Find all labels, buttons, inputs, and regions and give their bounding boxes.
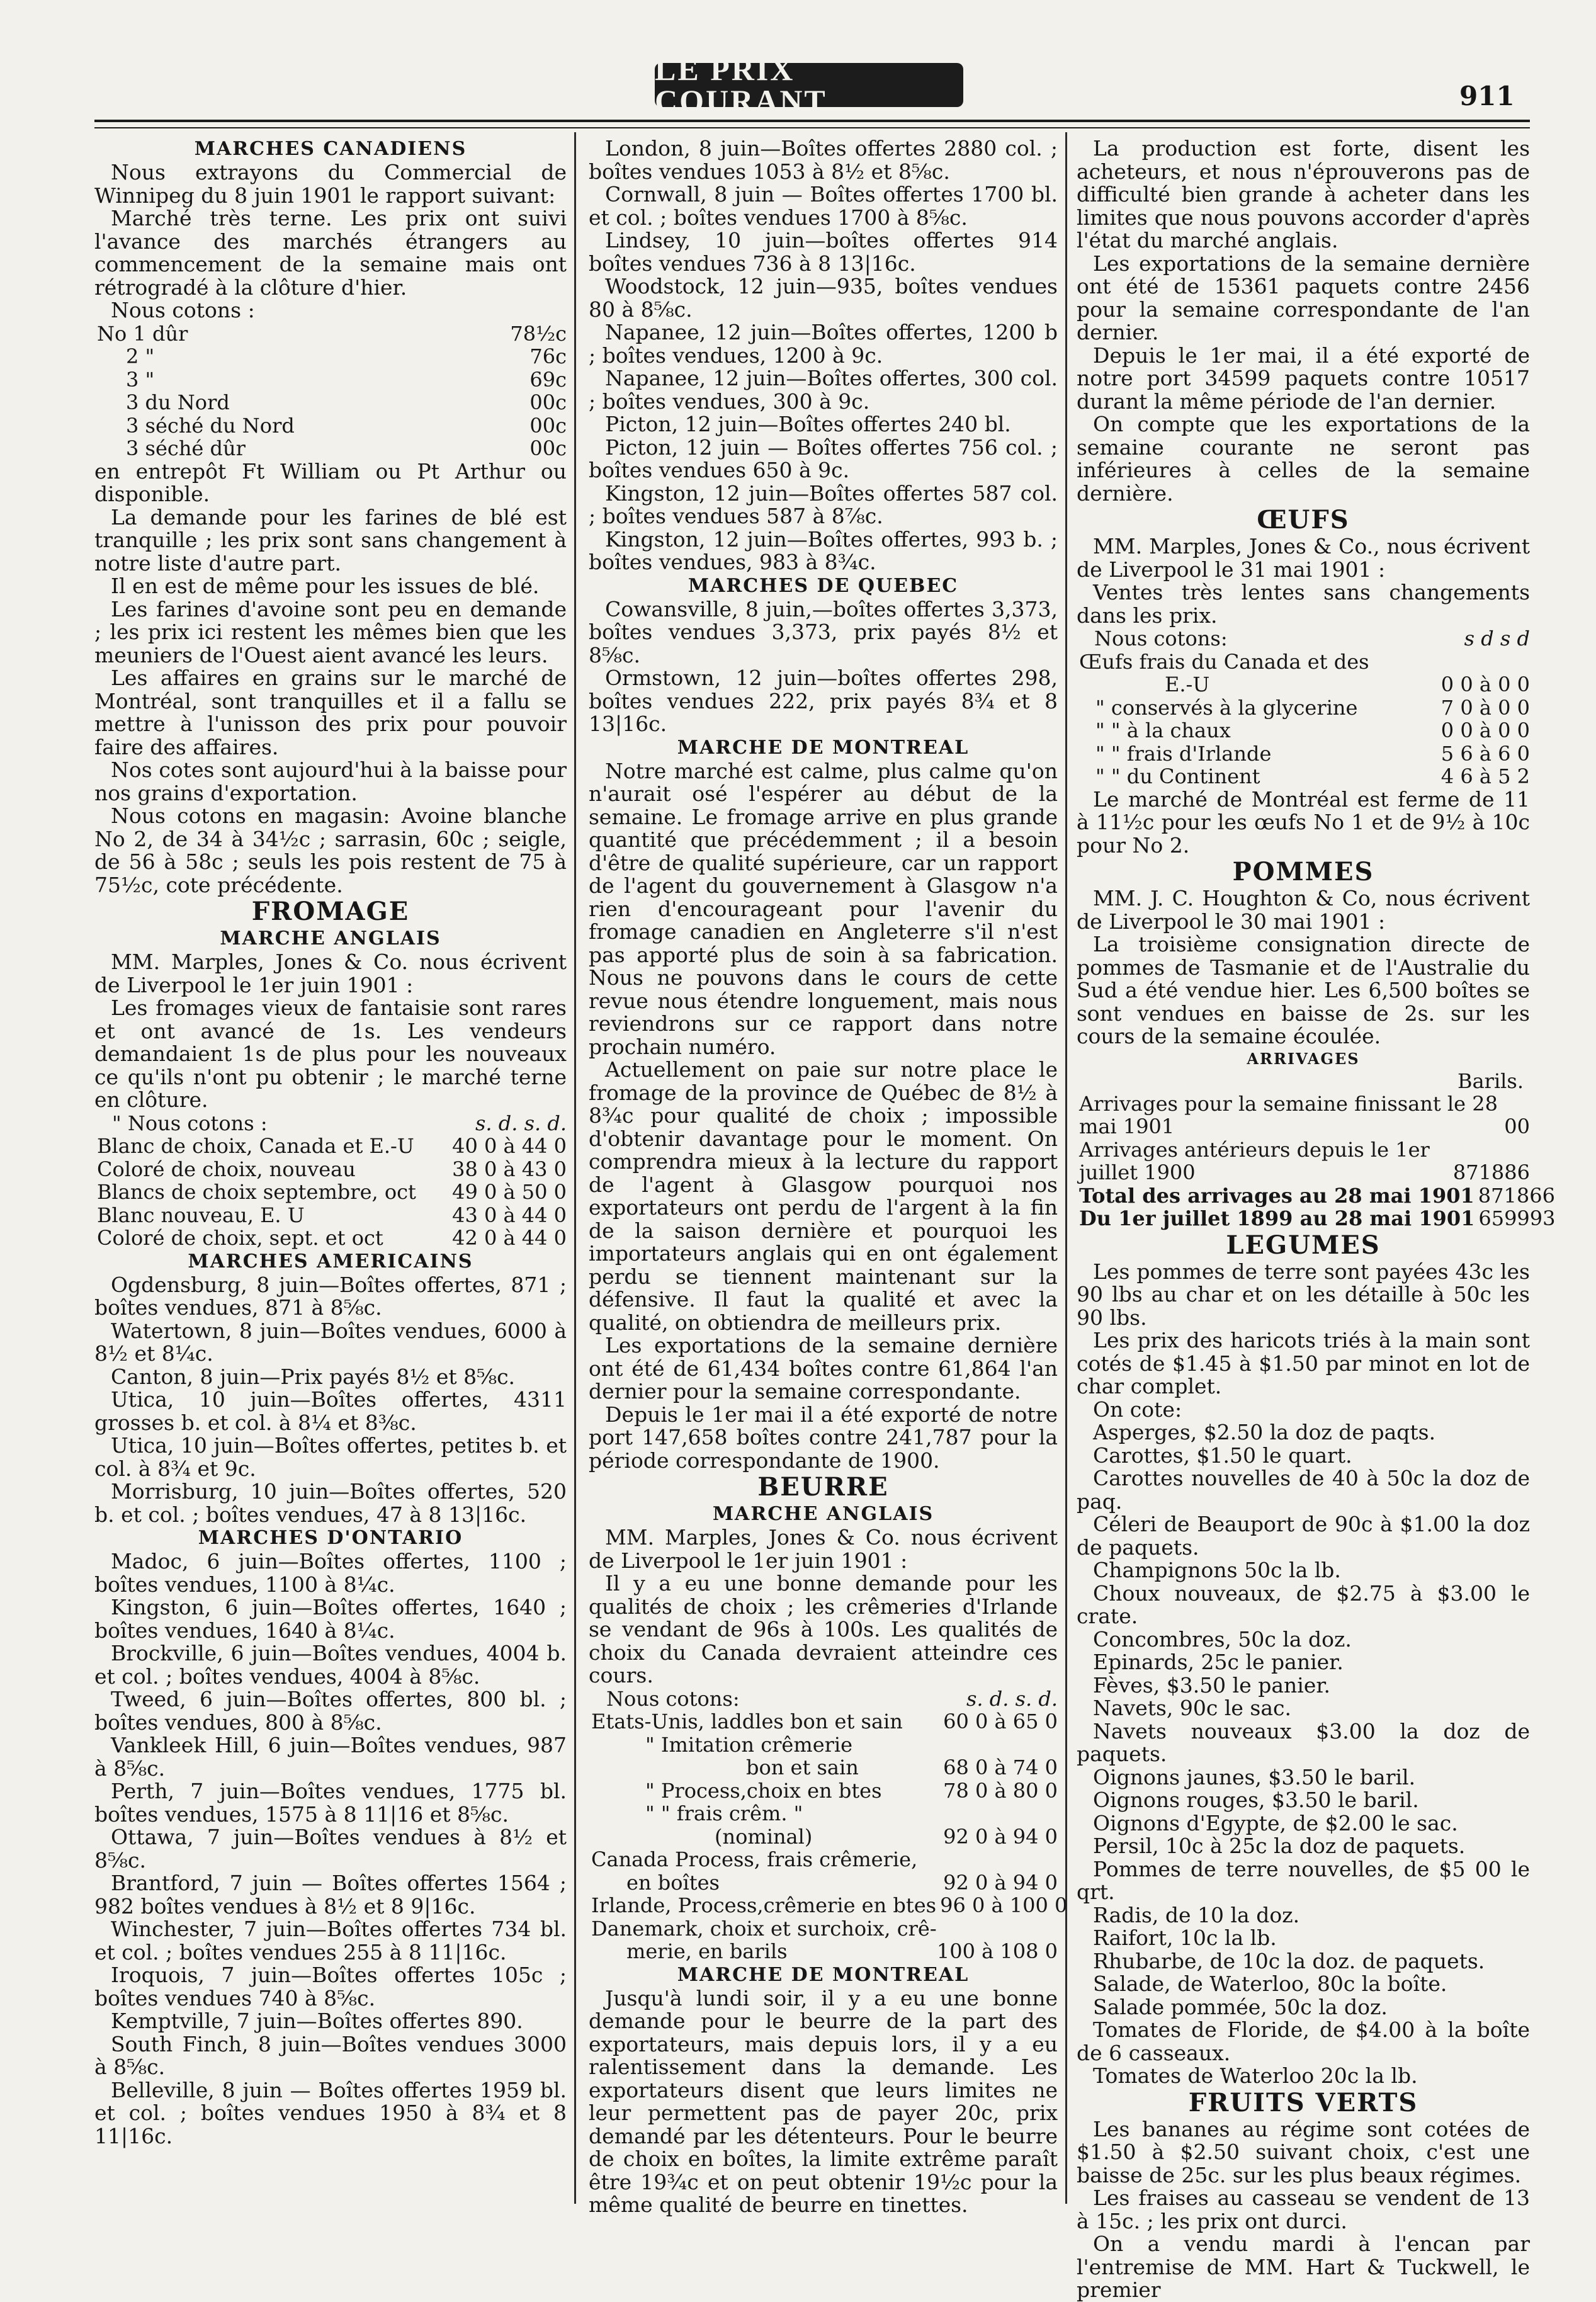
list-item: Epinards, 25c le panier. <box>1093 1650 1344 1674</box>
price-label: No 1 dûr <box>97 321 188 346</box>
table-header-units: s d s d <box>1464 627 1530 650</box>
subsection-title: MARCHE DE MONTREAL <box>677 1963 970 1986</box>
price-value: 92 0 à 94 0 <box>943 1824 1058 1849</box>
list-item: Salade, de Waterloo, 80c la boîte. <box>1093 1971 1447 1996</box>
list-item: Navets, 90c le sac. <box>1093 1696 1292 1720</box>
price-label: Canada Process, frais crêmerie, <box>591 1847 918 1871</box>
price-value: 40 0 à 44 0 <box>452 1134 567 1158</box>
market-entry: Cornwall, 8 juin — Boîtes offertes 1700 bl. et col. ; boîtes vendues 1700 à 8⅝c. <box>589 182 1058 230</box>
price-row <box>589 1940 1058 1963</box>
price-row <box>94 437 567 460</box>
paragraph: La production est forte, disent les acheteurs, et nous n'éprouverons pas de difficulté bien grande à acheter dans les limites que nous pouvons accorder d'après l'état du marché anglais. <box>1077 136 1530 252</box>
section-title: FROMAGE <box>251 897 410 926</box>
subsection-title: MARCHES AMERICAINS <box>188 1250 473 1273</box>
price-row <box>1077 719 1530 742</box>
page-number: 911 <box>1459 81 1515 111</box>
column-2 <box>589 136 1068 2217</box>
price-value: 38 0 à 43 0 <box>452 1157 567 1181</box>
unit-label: Barils. <box>1457 1069 1524 1093</box>
subsection-title: MARCHE ANGLAIS <box>220 927 441 950</box>
column-divider <box>574 132 576 2204</box>
section-title: MARCHES CANADIENS <box>194 138 467 160</box>
price-label: Blancs de choix septembre, oct <box>97 1180 416 1204</box>
price-row <box>94 1227 567 1250</box>
market-entry: Kingston, 6 juin—Boîtes offertes, 1640 ; boîtes vendues, 1640 à 8¼c. <box>94 1595 567 1643</box>
price-row <box>1077 765 1530 788</box>
list-item: Tomates de Floride, de $4.00 à la boîte de 6 casseaux. <box>1077 2017 1530 2065</box>
paragraph: Les bananes au régime sont cotées de $1.50 à $2.50 suivant choix, c'est une baisse de 25c. sur les plus beaux régimes. <box>1077 2116 1530 2187</box>
column-3 <box>1077 136 1556 2302</box>
wheat-price-table <box>94 322 567 460</box>
table-header-units: s. d. s. d. <box>966 1686 1058 1711</box>
paragraph: Les fraises au casseau se vendent de 13 à 15c. ; les prix ont durci. <box>1077 2186 1530 2233</box>
list-item: Raifort, 10c la lb. <box>1093 1925 1277 1950</box>
paragraph: Depuis le 1er mai, il a été exporté de notre port 34599 paquets contre 10517 durant la même période de l'an dernier. <box>1077 343 1530 414</box>
arrivals-label: Du 1er juillet 1899 au 28 mai 1901 <box>1079 1206 1475 1230</box>
market-entry: Kemptville, 7 juin—Boîtes offertes 890. <box>111 2009 523 2033</box>
paragraph: On a vendu mardi à l'encan par l'entremise de MM. Hart & Tuckwell, le premier <box>1077 2231 1530 2302</box>
list-item: Navets nouveaux $3.00 la doz de paquets. <box>1077 1718 1530 1766</box>
subsection-title: MARCHES DE QUEBEC <box>688 574 959 597</box>
paragraph: Nos cotes sont aujourd'hui à la baisse pour nos grains d'exportation. <box>94 757 567 805</box>
price-value: 00c <box>529 390 567 414</box>
paragraph: MM. Marples, Jones & Co. nous écrivent de Liverpool le 1er juin 1901 : <box>94 950 567 997</box>
section-title: ŒUFS <box>1257 505 1350 535</box>
arrivals-row <box>1077 1183 1555 1208</box>
table-header <box>1077 627 1530 650</box>
price-label: " " frais crêm. " <box>645 1801 803 1825</box>
paragraph: Depuis le 1er mai il a été exporté de notre port 147,658 boîtes contre 241,787 pour la période correspondante de 1900. <box>589 1402 1058 1473</box>
price-label: " " du Continent <box>1095 764 1260 788</box>
price-row <box>589 1893 1068 1917</box>
list-item: Salade pommée, 50c la doz. <box>1093 1994 1388 2019</box>
list-item: Oignons rouges, $3.50 le baril. <box>1093 1788 1419 1812</box>
price-value: 0 0 à 0 0 <box>1440 718 1530 742</box>
section-title: LEGUMES <box>1226 1230 1381 1260</box>
list-item: Tomates de Waterloo 20c la lb. <box>1093 2063 1418 2088</box>
paragraph: Les exportations de la semaine dernière ont été de 15361 paquets contre 2456 pour la semaine correspondante de l'an dernier. <box>1077 251 1530 344</box>
paragraph: On cote: <box>1093 1397 1182 1422</box>
market-entry: Ormstown, 12 juin—boîtes offertes 298, boîtes vendues 222, prix payés 8¾ et 8 13|16c. <box>589 666 1058 736</box>
list-item: Concombres, 50c la doz. <box>1093 1626 1352 1652</box>
price-value: 00c <box>529 413 567 438</box>
price-value: 96 0 à 100 0 <box>940 1893 1068 1917</box>
subsection-title: MARCHES D'ONTARIO <box>198 1527 463 1549</box>
price-row <box>94 391 567 414</box>
section-title: FRUITS VERTS <box>1188 2087 1418 2118</box>
paragraph: MM. Marples, Jones & Co. nous écrivent de Liverpool le 1er juin 1901 : <box>589 1525 1058 1573</box>
paragraph: Les pommes de terre sont payées 43c les 90 lbs au char et on les détaille à 50c les 90 lbs. <box>1077 1259 1530 1330</box>
paragraph: Nous cotons en magasin: Avoine blanche No 2, de 34 à 34½c ; sarrasin, 60c ; seigle, de 56 à 58c ; seuls les pois restent de 75 à 75½c, cote précédente. <box>94 803 567 897</box>
arrivals-row <box>1077 1138 1530 1184</box>
market-entry: Vankleek Hill, 6 juin—Boîtes vendues, 987 à 8⅝c. <box>94 1733 567 1781</box>
price-label: " " à la chaux <box>1095 718 1231 742</box>
price-row <box>589 1917 1058 1941</box>
price-row <box>1077 696 1530 720</box>
masthead <box>655 52 970 118</box>
price-value: 42 0 à 44 0 <box>452 1226 567 1250</box>
price-row <box>589 1756 1058 1779</box>
arrivals-label: Arrivages pour la semaine finissant le 28 mai 1901 <box>1079 1091 1498 1138</box>
price-label: Coloré de choix, sept. et oct <box>97 1226 383 1250</box>
list-item: Radis, de 10 la doz. <box>1093 1902 1300 1927</box>
price-value: 92 0 à 94 0 <box>943 1870 1058 1895</box>
price-value: 78½c <box>510 321 567 346</box>
price-value: 69c <box>529 367 567 392</box>
price-value: 76c <box>529 344 567 368</box>
price-label: 3 séché dûr <box>126 436 246 460</box>
column-1 <box>94 137 567 2196</box>
paragraph: Marché très terne. Les prix ont suivi l'avance des marchés étrangers au commencement de la semaine mais ont rétrogradé à la clôture d'hier. <box>94 206 567 300</box>
market-entry: Brantford, 7 juin — Boîtes offertes 1564 ; 982 boîtes vendues à 8½ et 8 9|16c. <box>94 1871 567 1919</box>
market-entry: South Finch, 8 juin—Boîtes vendues 3000 à 8⅝c. <box>94 2031 567 2079</box>
table-header-label: " Nous cotons : <box>112 1111 268 1135</box>
table-header-label: Nous cotons: <box>606 1686 740 1711</box>
market-entry: Canton, 8 juin—Prix payés 8½ et 8⅝c. <box>111 1364 516 1389</box>
paragraph: Nous cotons : <box>111 298 255 322</box>
arrivals-label: Arrivages antérieurs depuis le 1er juillet 1900 <box>1079 1137 1430 1184</box>
price-label: (nominal) <box>715 1824 813 1849</box>
market-entry: Kingston, 12 juin—Boîtes offertes 587 col. ; boîtes vendues 587 à 8⅞c. <box>589 480 1058 528</box>
paragraph: Il en est de même pour les issues de blé. <box>111 574 540 598</box>
price-value: 4 6 à 5 2 <box>1440 764 1530 788</box>
table-header-label: Nous cotons: <box>1094 627 1228 650</box>
price-value: 00c <box>529 436 567 460</box>
header-rule-thin <box>94 127 1530 128</box>
paragraph: en entrepôt Ft William ou Pt Arthur ou disponible. <box>94 458 567 506</box>
price-label: Danemark, choix et surchoix, crê- <box>591 1916 937 1941</box>
price-row <box>1077 650 1530 674</box>
price-value: 5 6 à 6 0 <box>1440 741 1530 766</box>
price-value: 60 0 à 65 0 <box>943 1709 1058 1733</box>
paragraph: Les exportations de la semaine dernière ont été de 61,434 boîtes contre 61,864 l'an dernier pour la semaine correspondante. <box>589 1333 1058 1403</box>
price-row <box>94 1204 567 1227</box>
price-value: 43 0 à 44 0 <box>452 1203 567 1227</box>
market-entry: Brockville, 6 juin—Boîtes vendues, 4004 b. et col. ; boîtes vendues, 4004 à 8⅝c. <box>94 1641 567 1689</box>
price-label: Blanc de choix, Canada et E.-U <box>97 1134 414 1158</box>
market-entry: Napanee, 12 juin—Boîtes offertes, 1200 b ; boîtes vendues, 1200 à 9c. <box>589 320 1058 368</box>
egg-price-table <box>1077 627 1530 650</box>
price-value: 49 0 à 50 0 <box>452 1180 567 1204</box>
list-item: Persil, 10c à 25c la doz de paquets. <box>1093 1834 1466 1858</box>
market-entry: Belleville, 8 juin — Boîtes offertes 1959 bl. et col. ; boîtes vendues 1950 à 8¾ et 8 11|16c. <box>94 2077 567 2148</box>
market-entry: Iroquois, 7 juin—Boîtes offertes 105c ; boîtes vendues 740 à 8⅝c. <box>94 1963 567 2010</box>
price-label: en boîtes <box>626 1870 720 1895</box>
paragraph: Actuellement on paie sur notre place le fromage de la province de Québec de 8½ à 8¾c pour qualité de choix ; impossible d'obtenir davantage pour le moment. On comprendra mieux à la lecture du rapport de l'agent à Glasgow pourquoi nos exportateurs ont perdu de l'argent à la fin de la saison dernière et pourquoi les importateurs anglais qui en ont également perdu se tiennent maintenant sur la défensive. Il faut la qualité et avec la qualité, on obtiendra de meilleurs prix. <box>589 1057 1058 1335</box>
subsection-title: MARCHE ANGLAIS <box>712 1503 934 1525</box>
price-label: merie, en barils <box>626 1939 788 1963</box>
table-header <box>589 1687 1058 1711</box>
market-entry: Picton, 12 juin — Boîtes offertes 756 col. ; boîtes vendues 650 à 9c. <box>589 434 1058 482</box>
arrivals-value: 659993 <box>1478 1206 1556 1230</box>
price-label: Etats-Unis, laddles bon et sain <box>591 1709 903 1733</box>
price-row <box>589 1825 1058 1849</box>
price-row <box>94 322 567 346</box>
paragraph: Le marché de Montréal est ferme de 11 à 11½c pour les œufs No 1 et de 9½ à 10c pour No 2. <box>1077 786 1530 858</box>
arrivals-value: 00 <box>1504 1114 1530 1138</box>
market-entry: Cowansville, 8 juin,—boîtes offertes 3,373, boîtes vendues 3,373, prix payés 8½ et 8⅝c. <box>589 596 1058 667</box>
market-entry: Winchester, 7 juin—Boîtes offertes 734 bl. et col. ; boîtes vendues 255 à 8 11|16c. <box>94 1917 567 1965</box>
paragraph: Les fromages vieux de fantaisie sont rares et ont avancé de 1s. Les vendeurs demandaient 1s de plus pour les nouveaux ce qu'ils n'ont pu obtenir ; le marché terne en clôture. <box>94 995 567 1112</box>
table-header-units: s. d. s. d. <box>475 1111 567 1135</box>
paragraph: On compte que les exportations de la semaine courante ne seront pas inférieures à celles de la semaine dernière. <box>1077 412 1530 506</box>
price-row <box>94 1158 567 1181</box>
paragraph: La demande pour les farines de blé est tranquille ; les prix sont sans changement à notre liste d'autre part. <box>94 504 567 576</box>
market-entry: Madoc, 6 juin—Boîtes offertes, 1100 ; boîtes vendues, 1100 à 8¼c. <box>94 1549 567 1597</box>
price-label: Coloré de choix, nouveau <box>97 1157 356 1181</box>
price-value: 78 0 à 80 0 <box>943 1778 1058 1803</box>
price-row <box>1077 673 1530 696</box>
price-row <box>589 1733 1058 1757</box>
cheese-price-rows <box>94 1135 567 1250</box>
market-entry: Kingston, 12 juin—Boîtes offertes, 993 b. ; boîtes vendues, 983 à 8¾c. <box>589 526 1058 574</box>
market-entry: Ogdensburg, 8 juin—Boîtes offertes, 871 ; boîtes vendues, 871 à 8⅝c. <box>94 1272 567 1320</box>
vegetable-list <box>1077 1421 1530 2088</box>
paragraph: Les farines d'avoine sont peu en demande ; les prix ici restent les mêmes bien que les meuniers de l'Ouest aient avancé les leurs. <box>94 596 567 667</box>
paragraph: Jusqu'à lundi soir, il y a eu une bonne demande pour le beurre de la part des exportateurs, mais depuis lors, il y a eu ralentissement dans la demande. Les exportateurs disent que leurs limites ne leur permettent pas de payer 20c, prix demandé par les détenteurs. Pour le beurre de choix en boîtes, la limite extrême paraît être 19¾c et on peut obtenir 19½c pour la même qualité de beurre en tinettes. <box>589 1985 1058 2217</box>
price-row <box>589 1710 1058 1733</box>
butter-price-rows <box>589 1709 1068 1963</box>
list-item: Carottes, $1.50 le quart. <box>1093 1443 1352 1468</box>
price-label: Irlande, Process,crêmerie en btes <box>591 1893 937 1917</box>
list-item: Champignons 50c la lb. <box>1093 1558 1341 1582</box>
paragraph: Les prix des haricots triés à la main sont cotés de $1.45 à $1.50 par minot en lot de char complet. <box>1077 1328 1530 1398</box>
list-item: Céleri de Beauport de 90c à $1.00 la doz de paquets. <box>1077 1512 1530 1560</box>
price-value: 100 à 108 0 <box>936 1939 1058 1963</box>
cheese-price-table <box>94 1112 567 1135</box>
table-header <box>94 1112 567 1135</box>
price-row <box>589 1871 1058 1895</box>
market-entry: Picton, 12 juin—Boîtes offertes 240 bl. <box>605 412 1011 436</box>
price-row <box>94 1181 567 1204</box>
paragraph: La troisième consignation directe de pommes de Tasmanie et de l'Australie du Sud a été vendue hier. Les 6,500 boîtes se sont vendues en baisse de 2s. sur les cours de la semaine écoulée. <box>1077 932 1530 1048</box>
list-item: Oignons jaunes, $3.50 le baril. <box>1093 1764 1416 1789</box>
arrivals-row <box>1077 1206 1556 1230</box>
arrivals-value: 871886 <box>1452 1160 1530 1184</box>
paragraph: Il y a eu une bonne demande pour les qualités de choix ; les crêmeries d'Irlande se vendant de 96s à 100s. Les qualités de choix du Canada devraient atteindre ces cours. <box>589 1571 1058 1687</box>
price-row <box>94 414 567 438</box>
paragraph: Ventes très lentes sans changements dans les prix. <box>1077 580 1530 628</box>
price-row <box>589 1802 1058 1825</box>
price-label: 3 " <box>126 367 155 392</box>
price-row <box>94 1135 567 1158</box>
butter-price-table <box>589 1687 1058 1711</box>
arrivals-label: Total des arrivages au 28 mai 1901 <box>1079 1183 1474 1208</box>
logo-text: LE PRIX COURANT <box>655 52 827 118</box>
price-label: " Process,choix en btes <box>645 1778 882 1803</box>
price-row <box>1077 742 1530 766</box>
market-entry: Watertown, 8 juin—Boîtes vendues, 6000 à 8½ et 8¼c. <box>94 1318 567 1366</box>
market-entry: Napanee, 12 juin—Boîtes offertes, 300 col. ; boîtes vendues, 300 à 9c. <box>589 366 1058 414</box>
price-label: " Imitation crêmerie <box>645 1732 853 1757</box>
price-label: " " frais d'Irlande <box>1095 741 1272 766</box>
market-entry: Utica, 10 juin—Boîtes offertes, 4311 grosses b. et col. à 8¼ et 8⅜c. <box>94 1387 567 1435</box>
price-label: Blanc nouveau, E. U <box>97 1203 305 1227</box>
market-entry: Woodstock, 12 juin—935, boîtes vendues 80 à 8⅝c. <box>589 274 1058 322</box>
egg-price-rows <box>1077 650 1530 788</box>
paragraph: MM. Marples, Jones & Co., nous écrivent de Liverpool le 31 mai 1901 : <box>1077 534 1530 582</box>
market-entry: Tweed, 6 juin—Boîtes offertes, 800 bl. ; boîtes vendues, 800 à 8⅝c. <box>94 1687 567 1735</box>
list-item: Carottes nouvelles de 40 à 50c la doz de paq. <box>1077 1466 1530 1514</box>
subsection-title: MARCHE DE MONTREAL <box>677 736 970 759</box>
header-rule <box>94 120 1530 122</box>
price-label: 3 du Nord <box>126 390 230 414</box>
list-item: Choux nouveaux, de $2.75 à $3.00 le crate. <box>1077 1580 1530 1628</box>
price-value: 7 0 à 0 0 <box>1440 695 1530 720</box>
masthead-logo <box>655 52 963 118</box>
market-entry: Perth, 7 juin—Boîtes vendues, 1775 bl. boîtes vendues, 1575 à 8 11|16 et 8⅝c. <box>94 1779 567 1827</box>
list-item: Fèves, $3.50 le panier. <box>1093 1672 1331 1698</box>
price-label: 2 " <box>126 344 155 368</box>
price-row <box>589 1779 1058 1803</box>
price-label: E.-U <box>1165 672 1210 696</box>
subsection-title: ARRIVAGES <box>1247 1049 1360 1068</box>
price-row <box>94 345 567 368</box>
price-label: Œufs frais du Canada et des <box>1079 649 1369 674</box>
paragraph: Les affaires en grains sur le marché de Montréal, sont tranquilles et il a fallu se mettre à l'unisson des prix pour pouvoir faire des affaires. <box>94 666 567 759</box>
market-entry: Lindsey, 10 juin—boîtes offertes 914 boîtes vendues 736 à 8 13|16c. <box>589 228 1058 276</box>
paragraph: MM. J. C. Houghton & Co, nous écrivent de Liverpool le 30 mai 1901 : <box>1077 886 1530 934</box>
arrivals-value: 871866 <box>1478 1183 1555 1208</box>
price-label: bon et sain <box>746 1755 859 1779</box>
arrivals-row <box>1077 1092 1530 1138</box>
section-title: BEURRE <box>757 1472 889 1502</box>
paragraph: Notre marché est calme, plus calme qu'on n'aurait osé l'espérer au début de la semaine. Le fromage arrive en plus grande quantité que précédemment ; il a besoin d'être de qualité supérieure, car un rapport de l'agent du gouvernement à Glasgow n'a rien d'encourageant pour l'avenir du fromage canadien en Angleterre s'il n'est pas apporté plus de soin à sa fabrication. Nous ne pouvons dans le cours de cette revue nous étendre longuement, mais nous reviendrons sur ce rapport dans notre prochain numéro. <box>589 758 1058 1059</box>
section-title: POMMES <box>1232 857 1374 887</box>
price-row <box>589 1848 1058 1871</box>
market-entry: Ottawa, 7 juin—Boîtes vendues à 8½ et 8⅝c. <box>94 1825 567 1873</box>
market-entry: Morrisburg, 10 juin—Boîtes offertes, 520 b. et col. ; boîtes vendues, 47 à 8 13|16c. <box>94 1479 567 1527</box>
market-entry: London, 8 juin—Boîtes offertes 2880 col. ; boîtes vendues 1053 à 8½ et 8⅝c. <box>589 136 1058 184</box>
market-entry: Utica, 10 juin—Boîtes offertes, petites b. et col. à 8¾ et 9c. <box>94 1433 567 1481</box>
arrivals-table <box>1077 1091 1556 1230</box>
price-value: 68 0 à 74 0 <box>943 1755 1058 1779</box>
list-item: Asperges, $2.50 la doz de paqts. <box>1093 1420 1436 1444</box>
price-label: 3 séché du Nord <box>126 413 295 438</box>
paragraph: Nous extrayons du Commercial de Winnipeg du 8 juin 1901 le rapport suivant: <box>94 160 567 208</box>
list-item: Pommes de terre nouvelles, de $5 00 le qrt. <box>1077 1856 1530 1904</box>
price-value: 0 0 à 0 0 <box>1440 672 1530 696</box>
list-item: Rhubarbe, de 10c la doz. de paquets. <box>1093 1948 1485 1973</box>
price-row <box>94 368 567 392</box>
list-item: Oignons d'Egypte, de $2.00 le sac. <box>1093 1810 1458 1835</box>
price-label: " conservés à la glycerine <box>1095 695 1358 720</box>
